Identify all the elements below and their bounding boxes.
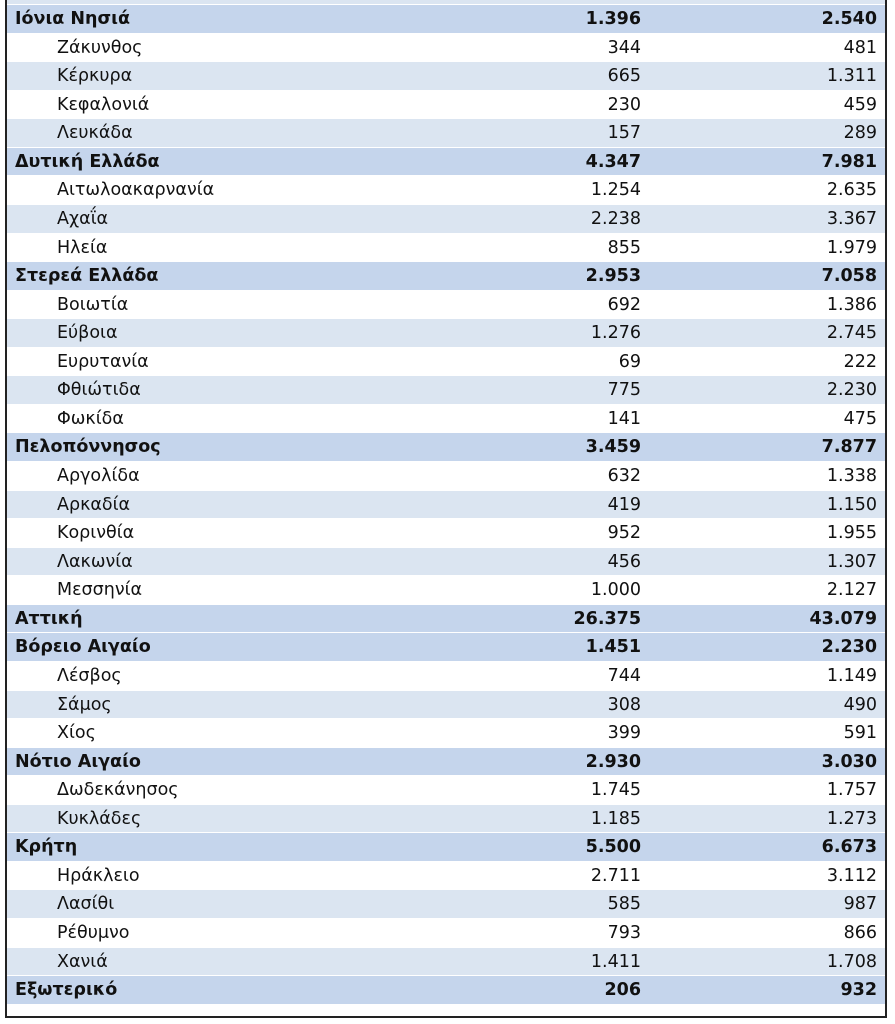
value-column-2: 475 (843, 408, 877, 429)
value-column-1: 230 (607, 94, 641, 115)
row-label: Σάμος (57, 694, 112, 715)
table-row (7, 519, 885, 548)
row-label: Βόρειο Αιγαίο (15, 637, 151, 658)
value-column-2: 6.673 (821, 837, 877, 858)
value-column-1: 26.375 (573, 608, 641, 629)
region-row (7, 633, 885, 662)
table-row (7, 376, 885, 405)
value-column-2: 2.745 (826, 323, 877, 344)
row-label: Δωδεκάνησος (57, 780, 179, 801)
value-column-1: 456 (607, 551, 641, 572)
region-row (7, 833, 885, 862)
table-row (7, 776, 885, 805)
value-column-2: 2.230 (826, 380, 877, 401)
value-column-2: 3.030 (821, 751, 877, 772)
table-row (7, 91, 885, 120)
row-label: Αιτωλοακαρνανία (57, 180, 215, 201)
value-column-2: 459 (843, 94, 877, 115)
row-label: Κέρκυρα (57, 66, 133, 87)
region-row (7, 262, 885, 291)
table-row (7, 719, 885, 748)
value-column-1: 141 (607, 408, 641, 429)
row-label: Ρέθυμνο (57, 923, 130, 943)
table-row (7, 548, 885, 577)
value-column-2: 1.273 (826, 808, 877, 829)
value-column-2: 2.127 (826, 580, 877, 601)
row-label: Ηράκλειο (57, 865, 140, 886)
table-row (7, 919, 885, 948)
table-row (7, 662, 885, 691)
table-row (7, 862, 885, 891)
row-label: Λασίθι (57, 894, 115, 915)
value-column-1: 692 (607, 294, 641, 315)
region-row (7, 5, 885, 34)
value-column-2: 1.338 (826, 466, 877, 486)
value-column-2: 1.307 (826, 551, 877, 572)
row-label: Ιόνια Νησιά (15, 9, 130, 29)
value-column-1: 793 (607, 923, 641, 943)
value-column-1: 632 (607, 466, 641, 486)
value-column-2: 490 (843, 694, 877, 715)
value-column-1: 744 (607, 665, 641, 686)
table-row (7, 34, 885, 63)
row-label: Νότιο Αιγαίο (15, 751, 141, 772)
value-column-2: 2.540 (821, 9, 877, 29)
value-column-2: 1.149 (826, 665, 877, 686)
row-label: Λακωνία (57, 551, 133, 572)
row-label: Λέσβος (57, 665, 122, 686)
row-label: Χίος (57, 723, 96, 744)
value-column-2: 7.877 (821, 437, 877, 458)
value-column-2: 289 (843, 123, 877, 144)
value-column-2: 987 (843, 894, 877, 915)
value-column-2: 481 (843, 37, 877, 58)
value-column-2: 932 (840, 980, 877, 1001)
value-column-2: 7.058 (821, 266, 877, 287)
table-row (7, 234, 885, 263)
row-label: Στερεά Ελλάδα (15, 266, 159, 287)
value-column-1: 1.396 (585, 9, 641, 29)
value-column-1: 206 (604, 980, 641, 1001)
value-column-1: 5.500 (585, 837, 641, 858)
row-label: Κυκλάδες (57, 808, 142, 829)
row-label: Βοιωτία (57, 294, 129, 315)
value-column-1: 2.711 (590, 865, 641, 886)
value-column-1: 2.238 (590, 208, 641, 229)
table-row (7, 890, 885, 919)
region-row (7, 605, 885, 634)
value-column-1: 419 (607, 494, 641, 515)
table-row (7, 576, 885, 605)
table-row (7, 348, 885, 377)
row-label: Εξωτερικό (15, 980, 118, 1001)
row-label: Χανιά (57, 951, 108, 972)
value-column-1: 585 (607, 894, 641, 915)
value-column-2: 222 (843, 351, 877, 372)
value-column-2: 1.386 (826, 294, 877, 315)
value-column-2: 1.311 (826, 66, 877, 87)
value-column-2: 2.230 (821, 637, 877, 658)
region-row (7, 976, 885, 1005)
row-label: Μεσσηνία (57, 580, 143, 601)
value-column-1: 1.745 (590, 780, 641, 801)
value-column-2: 1.150 (826, 494, 877, 515)
table-row (7, 462, 885, 491)
value-column-2: 2.635 (826, 180, 877, 201)
row-label: Ηλεία (57, 237, 108, 258)
value-column-1: 1.254 (590, 180, 641, 201)
value-column-1: 2.953 (585, 266, 641, 287)
row-label: Κρήτη (15, 837, 78, 858)
table-row (7, 491, 885, 520)
value-column-1: 665 (607, 66, 641, 87)
table-row (7, 119, 885, 148)
value-column-1: 775 (607, 380, 641, 401)
row-label: Ευρυτανία (57, 351, 149, 372)
value-column-2: 1.757 (826, 780, 877, 801)
value-column-2: 3.367 (826, 208, 877, 229)
value-column-1: 1.411 (590, 951, 641, 972)
value-column-2: 1.979 (826, 237, 877, 258)
row-label: Πελοπόννησος (15, 437, 161, 458)
row-label: Δυτική Ελλάδα (15, 151, 160, 172)
region-row (7, 148, 885, 177)
value-column-1: 2.930 (585, 751, 641, 772)
table-row (7, 176, 885, 205)
value-column-1: 308 (607, 694, 641, 715)
table-row (7, 319, 885, 348)
value-column-1: 1.451 (585, 637, 641, 658)
value-column-2: 3.112 (826, 865, 877, 886)
table-row (7, 405, 885, 434)
value-column-1: 952 (607, 523, 641, 544)
row-label: Αρκαδία (57, 494, 131, 515)
row-label: Κορινθία (57, 523, 135, 544)
value-column-2: 7.981 (821, 151, 877, 172)
row-label: Φωκίδα (57, 408, 124, 429)
value-column-1: 4.347 (585, 151, 641, 172)
value-column-1: 1.185 (590, 808, 641, 829)
value-column-2: 43.079 (809, 608, 877, 629)
value-column-2: 591 (843, 723, 877, 744)
region-row (7, 433, 885, 462)
table-row (7, 291, 885, 320)
row-label: Αχαΐα (57, 208, 109, 229)
row-label: Φθιώτιδα (57, 380, 141, 401)
row-label: Κεφαλονιά (57, 94, 150, 115)
table-body (7, 5, 885, 1005)
table-row (7, 62, 885, 91)
value-column-1: 344 (607, 37, 641, 58)
value-column-2: 866 (843, 923, 877, 943)
value-column-1: 157 (607, 123, 641, 144)
value-column-2: 1.955 (826, 523, 877, 544)
row-label: Αττική (15, 608, 83, 629)
value-column-2: 1.708 (826, 951, 877, 972)
value-column-1: 399 (607, 723, 641, 744)
table-row (7, 205, 885, 234)
row-label: Αργολίδα (57, 466, 140, 486)
statistics-table (5, 0, 887, 1018)
value-column-1: 1.000 (590, 580, 641, 601)
table-row (7, 691, 885, 720)
value-column-1: 69 (618, 351, 641, 372)
row-label: Λευκάδα (57, 123, 133, 144)
table-row (7, 948, 885, 977)
row-label: Ζάκυνθος (57, 37, 143, 58)
row-label: Εύβοια (57, 323, 118, 344)
table-row (7, 805, 885, 834)
value-column-1: 855 (607, 237, 641, 258)
region-row (7, 748, 885, 777)
value-column-1: 3.459 (585, 437, 641, 458)
value-column-1: 1.276 (590, 323, 641, 344)
